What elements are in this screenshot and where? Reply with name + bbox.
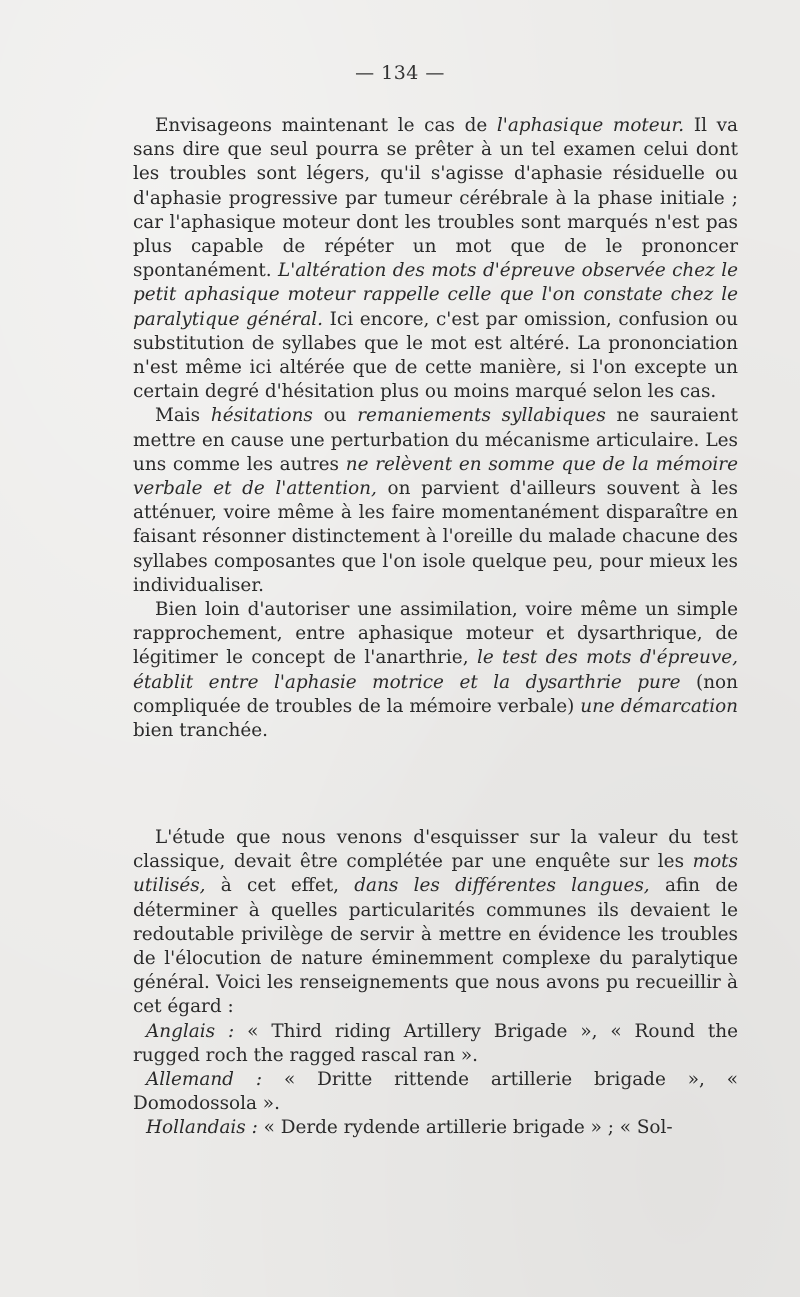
italic-run: ne relèvent en somme que de la mémoire verbale et de l'attention, [133,453,738,500]
italic-run: hésitations [210,405,313,427]
italic-run: le test des mots d'épreuve, établit entre l'aphasie motrice et la dysarthrie pure [133,647,738,693]
text-run: « Dritte rittende artillerie brigade », « Domodossola ». [133,1069,738,1115]
text-run: on parvient d'ailleurs souvent à les atténuer, voire même à les faire momentanément disparaître en faisant résonner distinctement à l'oreille du malade chacune des syllabes composantes que l'on isole quelque peu, pour mieux les individualiser. [133,478,738,596]
text-run: « Derde rydende artillerie brigade » ; « Sol- [257,1117,673,1139]
italic-run: Allemand : [146,1069,263,1091]
italic-run: remaniements syllabiques [357,405,606,427]
entry-hollandais [133,1116,738,1140]
text-run: (non compliquée de troubles de la mémoire verbale) [133,671,738,717]
text-run: ne sauraient mettre en cause une perturbation du mécanisme articulaire. Les uns comme les autres [133,405,738,475]
page-number: — 134 — [355,62,445,84]
text-run: à cet effet, [205,875,355,897]
text-run: « Third riding Artillery Brigade », « Round the rugged roch the ragged rascal ran ». [133,1020,738,1066]
paragraph-demarcation [133,598,738,743]
text-run: afin de déterminer à quelles particularités communes ils devaient le redoutable privilège de servir à mettre en évidence les troubles de l'élocution de nature éminemment complexe du paralytique général. Voici les renseignements que nous avons pu recueillir à cet égard : [133,875,738,1018]
text-run: ou [312,405,358,427]
text-run: Bien loin d'autoriser une assimilation, voire même un simple rapprochement, entre aphasique moteur et dysarthrique, de légitimer le concept de l'anarthrie, [133,599,738,669]
italic-run: l'aphasique moteur. [496,115,685,136]
text-run: L'étude que nous venons d'esquisser sur la valeur du test classique, devait être complétée par une enquête sur les [133,827,738,873]
section-mots-utilises [133,826,738,1141]
italic-run: une démarcation [580,695,738,717]
italic-run: mots utilisés, [133,851,738,897]
italic-run: dans les différentes langues, [354,875,650,897]
italic-run: L'altération des mots d'épreuve observée chez le petit aphasique moteur rappelle celle que l'on constate chez le paralytique général. [133,260,738,330]
text-run: bien tranchée. [133,720,268,742]
entry-allemand [133,1068,738,1116]
paragraph-aphasique-moteur [133,114,738,404]
text-run: Mais [155,405,211,427]
section-aphasie-motrice [133,114,738,743]
italic-run: Hollandais : [146,1117,258,1139]
text-run: Ici encore, c'est par omission, confusion ou substitution de syllabes que le mot est altéré. La prononciation n'est même ici altérée que de cette manière, si l'on excepte un certain degré d'hésitation plus ou moins marqué selon les cas. [133,308,739,403]
text-run: Envisageons maintenant le cas de [155,115,497,136]
paragraph-hesitations [133,404,738,598]
paragraph-enquete-langues [133,826,738,1020]
entry-anglais [133,1020,738,1068]
italic-run: Anglais : [146,1020,235,1042]
text-run: Il va sans dire que seul pourra se prêter à un tel examen celui dont les troubles sont légers, qu'il s'agisse d'aphasie résiduelle ou d'aphasie progressive par tumeur cérébrale à la phase initiale ; car l'aphasique moteur dont les troubles sont marqués n'est pas plus capable de répéter un mot que de le prononcer spontanément. [133,115,738,282]
